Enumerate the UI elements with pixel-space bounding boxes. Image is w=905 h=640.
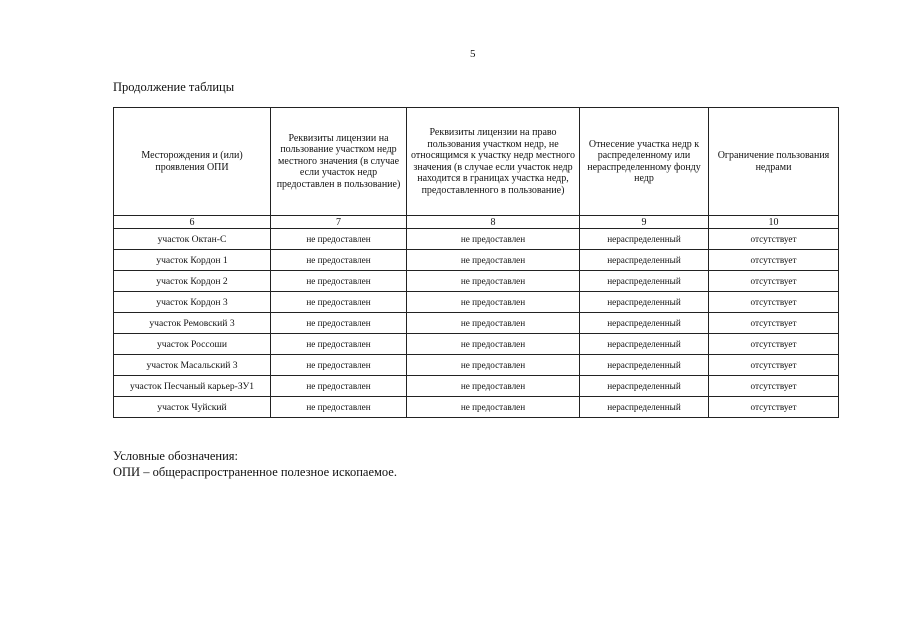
local-license-cell: не предоставлен <box>271 397 407 418</box>
deposit-cell: участок Кордон 3 <box>114 292 271 313</box>
table-row <box>114 250 839 271</box>
fund-cell: нераспределенный <box>580 229 709 250</box>
table-row <box>114 292 839 313</box>
other-license-cell: не предоставлен <box>407 271 580 292</box>
column-number-row <box>114 216 839 229</box>
local-license-cell: не предоставлен <box>271 229 407 250</box>
table-row <box>114 355 839 376</box>
other-license-cell: не предоставлен <box>407 229 580 250</box>
deposit-cell: участок Песчаный карьер-ЗУ1 <box>114 376 271 397</box>
other-license-cell: не предоставлен <box>407 355 580 376</box>
license-table <box>113 107 839 418</box>
page-number: 5 <box>470 48 476 60</box>
local-license-cell: не предоставлен <box>271 313 407 334</box>
table-row <box>114 229 839 250</box>
deposit-cell: участок Кордон 1 <box>114 250 271 271</box>
table-row <box>114 376 839 397</box>
restriction-cell: отсутствует <box>709 229 839 250</box>
deposit-cell: участок Ремовский 3 <box>114 313 271 334</box>
table-row <box>114 271 839 292</box>
deposit-cell: участок Россоши <box>114 334 271 355</box>
column-number: 9 <box>580 216 709 229</box>
legend-title: Условные обозначения: <box>113 449 239 463</box>
fund-cell: нераспределенный <box>580 355 709 376</box>
deposit-cell: участок Чуйский <box>114 397 271 418</box>
header-restriction: Ограничение пользования недрами <box>709 108 839 216</box>
restriction-cell: отсутствует <box>709 355 839 376</box>
table-row <box>114 397 839 418</box>
other-license-cell: не предоставлен <box>407 397 580 418</box>
header-local-license: Реквизиты лицензии на пользование участком недр местного значения (в случае если участок недр предоставлен в пользование) <box>271 108 407 216</box>
header-fund: Отнесение участка недр к распределенному или нераспределенному фонду недр <box>580 108 709 216</box>
deposit-cell: участок Октан-С <box>114 229 271 250</box>
deposit-cell: участок Кордон 2 <box>114 271 271 292</box>
restriction-cell: отсутствует <box>709 397 839 418</box>
fund-cell: нераспределенный <box>580 376 709 397</box>
table-row <box>114 313 839 334</box>
legend-item: ОПИ – общераспространенное полезное ископаемое. <box>113 465 397 479</box>
local-license-cell: не предоставлен <box>271 292 407 313</box>
column-number: 10 <box>709 216 839 229</box>
restriction-cell: отсутствует <box>709 271 839 292</box>
legend <box>113 448 397 480</box>
fund-cell: нераспределенный <box>580 292 709 313</box>
column-number: 7 <box>271 216 407 229</box>
restriction-cell: отсутствует <box>709 376 839 397</box>
fund-cell: нераспределенный <box>580 313 709 334</box>
local-license-cell: не предоставлен <box>271 271 407 292</box>
column-number: 8 <box>407 216 580 229</box>
fund-cell: нераспределенный <box>580 271 709 292</box>
header-other-license: Реквизиты лицензии на право пользования участком недр, не относящимся к участку недр местного значения (в случае если участок недр находится в границах участка недр, предоставленного в пользование) <box>407 108 580 216</box>
deposit-cell: участок Масальский 3 <box>114 355 271 376</box>
fund-cell: нераспределенный <box>580 250 709 271</box>
other-license-cell: не предоставлен <box>407 250 580 271</box>
other-license-cell: не предоставлен <box>407 292 580 313</box>
restriction-cell: отсутствует <box>709 313 839 334</box>
local-license-cell: не предоставлен <box>271 355 407 376</box>
other-license-cell: не предоставлен <box>407 334 580 355</box>
local-license-cell: не предоставлен <box>271 334 407 355</box>
table-body <box>114 229 839 418</box>
header-row <box>114 108 839 216</box>
local-license-cell: не предоставлен <box>271 376 407 397</box>
table-caption: Продолжение таблицы <box>113 80 235 94</box>
restriction-cell: отсутствует <box>709 334 839 355</box>
column-number: 6 <box>114 216 271 229</box>
restriction-cell: отсутствует <box>709 292 839 313</box>
other-license-cell: не предоставлен <box>407 313 580 334</box>
fund-cell: нераспределенный <box>580 397 709 418</box>
header-deposit: Месторождения и (или) проявления ОПИ <box>114 108 271 216</box>
restriction-cell: отсутствует <box>709 250 839 271</box>
other-license-cell: не предоставлен <box>407 376 580 397</box>
table-row <box>114 334 839 355</box>
fund-cell: нераспределенный <box>580 334 709 355</box>
local-license-cell: не предоставлен <box>271 250 407 271</box>
